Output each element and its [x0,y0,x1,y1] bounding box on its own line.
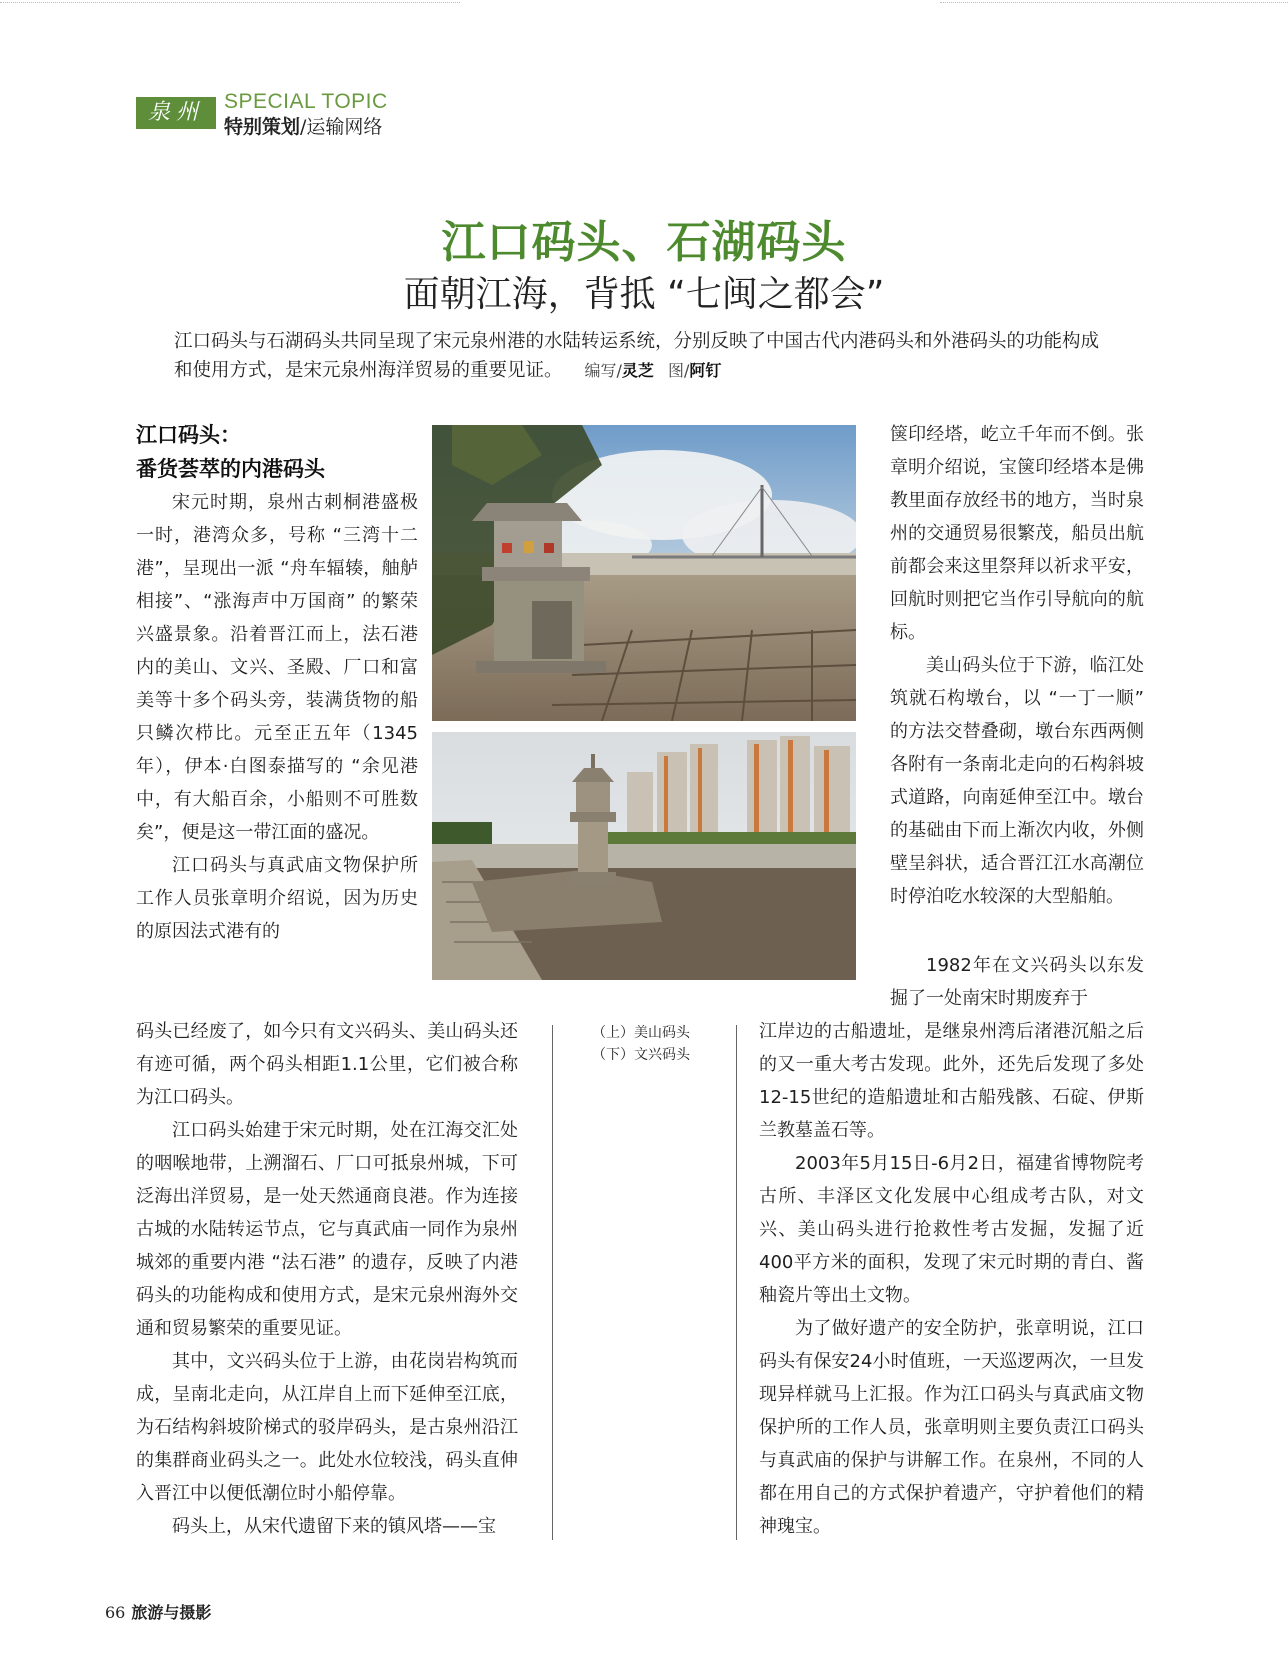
caption-bottom: （下）文兴码头 [592,1047,690,1063]
right-column [890,418,1144,913]
paragraph: 江口码头始建于宋元时期，处在江海交汇处的咽喉地带，上溯溜石、厂口可抵泉州城，下可泛海出洋贸易，是一处天然通商良港。作为连接古城的水陆转运节点，它与真武庙一同作为泉州城郊的重要内港 “法石港” 的遗存，反映了内港码头的功能构成和使用方式，是宋元泉州海外交通和贸易繁荣的重要见证。 [136,1120,518,1339]
paragraph: 2003年5月15日-6月2日，福建省博物院考古所、丰泽区文化发展中心组成考古队，对文兴、美山码头进行抢救性考古发掘，发掘了近400平方米的面积，发现了宋元时期的青白、酱釉瓷片等出土文物。 [759,1153,1144,1306]
paragraph: 码头上，从宋代遗留下来的镇风塔——宝 [172,1516,496,1537]
section-badge: 泉州 [136,97,216,129]
top-dotted-line [940,2,1288,4]
magazine-name: 旅游与摄影 [131,1603,212,1622]
paragraph: 1982年在文兴码头以东发掘了一处南宋时期废弃于 [890,955,1144,1009]
section-heading-2: 番货荟萃的内港码头 [136,457,325,481]
photo-wenxing-wharf [432,732,856,980]
paragraph: 码头已经废了，如今只有文兴码头、美山码头还有迹可循，两个码头相距1.1公里，它们被合称为江口码头。 [136,1021,518,1108]
article-title: 江口码头、石湖码头 [441,217,847,268]
paragraph: 箧印经塔，屹立千年而不倒。张章明介绍说，宝箧印经塔本是佛教里面存放经书的地方，当时泉州的交通贸易很繁茂，船员出航前都会来这里祭拜以祈求平安，回航时则把它当作引导航向的航标。 [890,424,1144,643]
credit-line [585,361,722,380]
credit-photographer: 阿钉 [689,361,722,380]
meishan-wharf-image [432,425,856,721]
article-intro [174,327,1114,385]
page-footer [105,1600,211,1623]
credit-label-photo: 图/ [667,361,690,380]
bottom-left-column [136,1015,518,1543]
wenxing-wharf-image [432,732,856,980]
column-divider [736,1025,737,1540]
paragraph: 为了做好遗产的安全防护，张章明说，江口码头有保安24小时值班，一天巡逻两次，一旦发现异样就马上汇报。作为江口码头与真武庙文物保护所的工作人员，张章明则主要负责江口码头与真武庙的保护与讲解工作。在泉州，不同的人都在用自己的方式保护着遗产，守护着他们的精神瑰宝。 [759,1318,1144,1537]
intro-text: 江口码头与石湖码头共同呈现了宋元泉州港的水陆转运系统，分别反映了中国古代内港码头和外港码头的功能构成和使用方式，是宋元泉州海洋贸易的重要见证。 [174,331,1100,381]
caption-top: （上）美山码头 [592,1025,690,1041]
left-column [136,418,418,948]
article-subtitle: 面朝江海，背抵 “七闽之都会” [403,274,885,315]
paragraph: 美山码头位于下游，临江处筑就石构墩台，以 “一丁一顺” 的方法交替叠砌，墩台东西两侧各附有一条南北走向的石构斜坡式道路，向南延伸至江中。墩台的基础由下而上渐次内收，外侧壁呈斜状，适合晋江江水高潮位时停泊吃水较深的大型船舶。 [890,655,1144,907]
top-dotted-line [0,2,460,4]
section-main: 特别策划 [224,116,301,138]
paragraph: 其中，文兴码头位于上游，由花岗岩构筑而成，呈南北走向，从江岸自上而下延伸至江底，为石结构斜坡阶梯式的驳岸码头，是古泉州沿江的集群商业码头之一。此处水位较浅，码头直伸入晋江中以便低潮位时小船停靠。 [136,1351,518,1504]
credit-label-writer: 编写/ [584,361,622,380]
special-topic-label: SPECIAL TOPIC [224,90,388,113]
section-sub: /运输网络 [300,116,383,138]
credit-author: 灵芝 [621,361,654,380]
column-divider [552,1025,553,1540]
photo-meishan-wharf [432,425,856,721]
paragraph: 宋元时期，泉州古刺桐港盛极一时，港湾众多，号称 “三湾十二港”，呈现出一派 “舟车辐辏，舳舻相接”、“涨海声中万国商” 的繁荣兴盛景象。沿着晋江而上，法石港内的美山、文兴、圣殿、厂口和富美等十多个码头旁，装满货物的船只鳞次栉比。元至正五年（1345 年），伊本·白图泰描写的 “余见港中，有大船百余，小船则不可胜数矣”，便是这一带江面的盛况。 [136,492,418,843]
paragraph-1982-start [890,949,1144,1015]
photo-caption [592,1022,690,1066]
section-heading-1: 江口码头： [136,423,241,447]
section-label [224,112,382,139]
paragraph: 江口码头与真武庙文物保护所工作人员张章明介绍说，因为历史的原因法式港有的 [136,855,418,942]
page-number: 66 [105,1603,126,1622]
bottom-right-column [759,1015,1144,1543]
paragraph: 江岸边的古船遗址，是继泉州湾后渚港沉船之后的又一重大考古发现。此外，还先后发现了多处12-15世纪的造船遗址和古船残骸、石碇、伊斯兰教墓盖石等。 [759,1021,1144,1141]
